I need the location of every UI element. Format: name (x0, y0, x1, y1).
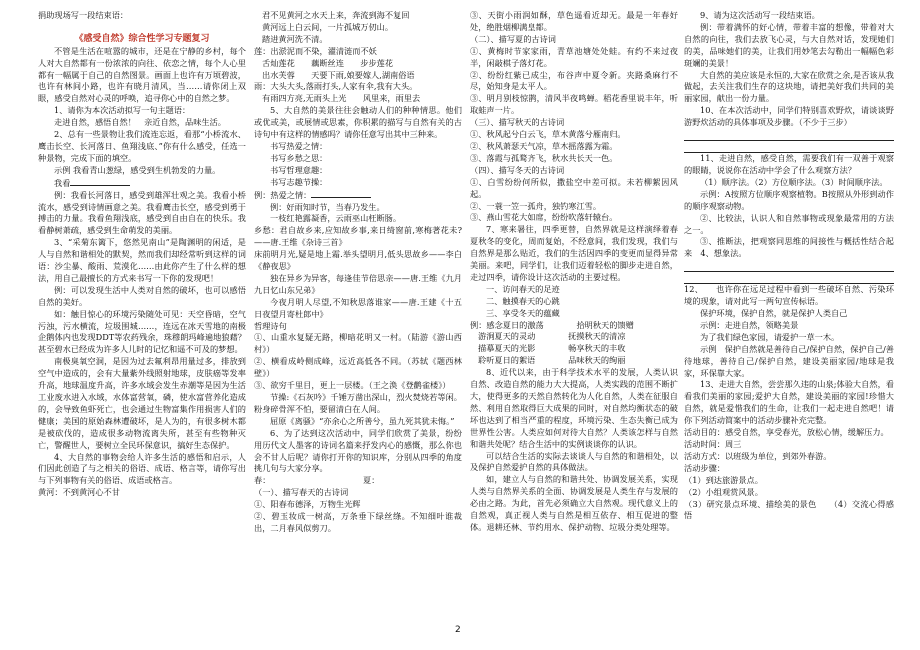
text-line: ①、阳春布德泽，万物生光辉 (254, 499, 361, 510)
answer-line[interactable] (684, 141, 894, 153)
text-line: ②、一蓑一笠一孤舟，独钓寒江雪。 (470, 200, 602, 211)
text-line: （一）、描写春天的古诗词 (254, 487, 349, 498)
fill-item: 书写哲理意趣： (270, 164, 328, 175)
fill-item: 书写乡愁之思： (270, 152, 328, 163)
section-title: 《感受自然》综合性学习专题复习 (74, 33, 210, 44)
paragraph: 如：触目惊心的环境污染随处可见：天空昏暗，空气污浊，污水横流，垃圾围城……，连远在冰天雪地的南极企鹅体内也发现DDT等农药残余，珠穆朗玛峰遍地狼藉？甚至碧水已经成为许多人儿时的记忆和遥不可及的梦想。 (38, 308, 246, 355)
text-line: 例：感念夏日的激荡 拾明秋天的馈赠 (470, 319, 634, 330)
text-line: ②、横看成岭侧成峰，远近高低各不同。（苏轼《题西林壁》） (254, 356, 462, 379)
example: 示例 我看青山葱绿，感受到生机勃发的力量。 (54, 164, 221, 175)
blank-line (38, 22, 246, 34)
question-10: 10、在本次活动中，同学们特别喜欢野炊，请谈谈野游野炊活动的具体事项及步骤。（不少于三步） (684, 105, 894, 128)
text-line: 捐助现场写一段结束语： (38, 10, 129, 20)
column-3 (470, 10, 678, 642)
fill-label: 例：热爱之情： (254, 189, 312, 200)
text-line: 三、享受冬天的蕴藏 (486, 307, 560, 318)
question-2: 2、总有一些景物让我们流连忘返，看那“小桥流水、鹰击长空、长河落日、鱼翔浅底、”你有什么感受，任选一种景物，完成下面的填空。 (38, 129, 246, 163)
page-number: 2 (455, 625, 461, 635)
text-line: ③、推断法，把观察同思维的间接性与概括性结合起来 4、想象法。 (684, 236, 894, 259)
text-line: 节操:《石灰吟》千锤万凿出深山，烈火焚烧若等闲。粉身碎骨浑不怕，要留清白在人间。 (254, 392, 462, 414)
text-line: （1）顺序法。（2）方位顺序法。（3）时间顺序法。 (700, 176, 888, 187)
text-line: 独在异乡为异客，每逢佳节倍思亲——唐.王维《九月九日忆山东兄弟》 (254, 272, 462, 295)
fill-prompt (38, 177, 246, 190)
text-line: 描摹夏天的光影 畅享秋天的丰收 (478, 343, 626, 354)
text-line: 舌灿莲花 藕断丝连 步步莲花 (262, 57, 394, 68)
fill-label[interactable]: 春： (254, 475, 271, 486)
text-line: ③、欲穷千里目，更上一层楼。（王之涣《登鹳雀楼》） (254, 380, 451, 391)
question-5: 5、大自然的美景往往会触动人们的种种情思。他们或优或美，或展情或思素，你积累的描写与自然有关的古诗句中有这样的情感吗？请你任意写出其中三种来。 (254, 105, 462, 140)
season-row (254, 475, 462, 487)
text-line: 床前明月光,疑是地上霜.举头望明月,低头思故乡——李白《静夜思》 (254, 249, 462, 272)
text-line: ③、天街小雨润如酥，草色遥看近却无。最是一年春好处，绝胜烟柳满皇都。 (470, 10, 678, 32)
text-line: （3）研究景点环境、描绘美的景色 （4）交流心得感悟 (684, 498, 894, 521)
question-3: 3、“采菊东篱下，悠然见南山”是陶渊明的闲适，是人与自然和谐相处的默契，然而我们却经常听到这样的词语：沙尘暴、酸雨、荒漠化……由此你产生了什么样的想法，用自己最擅长的方式来书写一下你的发现吧！ (38, 237, 246, 283)
text-line: 一枝红艳露凝香，云雨巫山枉断肠。 (270, 213, 402, 224)
text-line: （2）小组观赏风景。 (684, 486, 763, 497)
text-line: ①、山重水复疑无路，柳暗花明又一村。（陆游《游山西村》） (254, 332, 462, 355)
text-line: 有雨四方亮,无雨头上光 风里来，雨里去 (262, 93, 421, 104)
fill-label[interactable]: 夏： (363, 475, 380, 486)
text-line: ①、黄梅时节家家雨，青草池塘处处蛙。有约不来过夜半，闲敲棋子落灯花。 (470, 45, 678, 68)
paragraph: 可以结合生活的实际去谈谈人与自然的和谐相处，以及保护自然爱护自然的具体做法。 (470, 450, 678, 473)
text-line: 出水芙蓉 天要下雨,娘要嫁人,湖南俗语 (262, 69, 415, 80)
text-line: ②、纷纷红紫已成尘，布谷声中夏令新。夹路桑麻行不尽，始知身是太平人。 (470, 69, 678, 92)
text-line: ②、比较法，认识人和自然事物或现象最常用的方法之一。 (684, 212, 894, 235)
fill-item: 书写热爱之情： (270, 140, 328, 151)
text-line: ③、落霞与孤鹜齐飞，秋水共长天一色。 (470, 152, 618, 163)
question-11: 11、走进自然，感受自然，需要我们有一双善于观察的眼睛，说说你在活动中学会了什么观察方法？ (684, 153, 894, 175)
text-line: 示例 保护自然就是善待自己/保护自然，保护自己/善待地球，善待自己/保护自然，建设美丽家园/地球是我家，环保靠大家。 (684, 343, 894, 378)
text-line: （1）到达旅游景点。 (684, 474, 763, 485)
fill-prompt (254, 189, 462, 202)
text-line: 例：好雨知时节，当春乃发生。 (270, 201, 385, 212)
answer-1: 走进自然，感悟自然！ 亲近自然，品味生活。 (54, 117, 226, 128)
answer-3: 例：可以发现生活中人类对自然的破坏，也可以感悟自然的美好。 (38, 284, 246, 307)
text-line: （四）、描写冬天的古诗词 (470, 164, 565, 175)
paragraph: 不管是生活在喧嚣的城市，还是在宁静的乡村，每个人对大自然都有一份浓浓的向往、依恋之情，每个人心里都有一幅属于自己的自然图景。画面上也许有万顷碧波，也许有林间小路，也许有晓月清风，当……请你闭上双眼，感受自然对心灵的呼唤，追寻你心中的自然之梦。 (38, 45, 246, 104)
text-line: ③、明月别枝惊鹊，清风半夜鸣蝉。稻花香里说丰年，听取蛙声一片。 (470, 93, 678, 116)
question-6: 6、为了达到这次活动中，同学们欣赏了美景，纷纷用历代文人墨客的诗词名篇来抒发内心的感慨，那么你也会不甘人后呢？请你打开你的知识库，分别从四季的角度挑几句与大家分享。 (254, 427, 462, 474)
text-line: 黄河：不到黄河心不甘 (38, 487, 120, 498)
text-line: 哲理诗句 (254, 320, 287, 331)
paragraph: 大自然的美应该是永恒的,大家在欣赏之余,是否该从我做起，去关注我们生存的这块地，请把美好我们共同的美丽家园，献出一份力量。 (684, 69, 894, 104)
column-1 (38, 10, 246, 642)
text-line: ①、白雪纷纷何所似，撒盐空中差可拟。未若柳絮因风起。 (470, 176, 678, 199)
text-line: ②、秋风萧瑟天气凉，草木摇落露为霜。 (470, 140, 618, 151)
text-line: ②、碧玉妆成一树高，万条垂下绿丝绦。不知细叶谁裁出，二月春风似剪刀。 (254, 511, 462, 533)
text-line: 二、触摸春天的心跳 (486, 295, 560, 306)
question-4: 4、大自然的事物会给人许多生活的感悟和启示，人们因此创造了与之相关的俗语、成语、格言等，请你写出与下列事物有关的俗语、成语或格言。 (38, 451, 246, 486)
column-4 (684, 10, 894, 642)
text-line: 乡愁：君自故乡来,应知故乡事,来日绮窗前,寒梅著花未?——唐.王维《杂诗三首》 (254, 225, 462, 248)
text-line: ③、燕山雪花大如席，纷纷吹落轩辕台。 (470, 212, 618, 223)
paragraph: 南极臭氧空洞，是因为过去氟利昂用量过多，排放到空气中造成的，会有大量紫外线照射地球，皮肤癌等发率升高，地球温度升高，许多水域会发生赤潮等是因为生活工业废水进入水域，水体富营氧，磷，使水富营养化造成的，会导致鱼虾死亡，也会通过生物富集作用损害人们的健康；美国的原始森林遭破坏，是人为的，有很多树木都是被砍伐的，造成很多动物流离失所，甚至有些物种灭亡，警醒世人，要树立全民环保意识，搞好生态保护。 (38, 356, 246, 450)
text-line: （三）、描写秋天的古诗词 (470, 117, 565, 128)
text-line: 活动目的：感受自然，享受春光，放松心情，缓解压力。 (684, 427, 889, 438)
text-line: 游涧夏天的灵动 抚摸秋天的清凉 (478, 331, 626, 342)
answer-line[interactable] (684, 129, 894, 141)
fill-item: 书写志趣节操： (270, 176, 328, 187)
text-line: 为了我们绿色家园，请爱护一草一木。 (700, 331, 840, 342)
text-line: 聆听夏日的絮语 品味秋天的绚丽 (478, 355, 626, 366)
question-12: 12、 也许你在远足过程中看到一些破坏自然、污染环境的现象，请对此写一两句宣传标语。 (684, 284, 894, 307)
paragraph: 例：带着满怀的好心情，带着丰富的想像，带着对大自然的向往，我们去放飞心灵，与大自然对话，发现她们的美，品味她们的美，让我们用妙笔去勾勒出一幅幅色彩斑斓的美景！ (684, 21, 894, 68)
text-line: 一、访问春天的足迹 (486, 283, 560, 294)
text-line: 屈原《离骚》“亦余心之所善兮，虽九死其犹未悔。” (270, 415, 455, 426)
text-line: 活动方式：以班级为单位，到郊外春游。 (684, 450, 832, 461)
question-1: 1、请你为本次活动拟写一句主题语： (54, 105, 191, 116)
question-8: 8、近代以来，由于科学技术水平的发展，人类认识自然、改造自然的能力大大提高，人类实践的范围不断扩大，使得更多的天然自然转化为人化自然，人类在征服自然、利用自然取得巨大成果的同时，对自然均衡状态的破坏也达到了相当严重的程度，环境污染、生态失衡已成为世界性公害。人类应如何对待大自然？人类该怎样与自然和谐共处呢？结合生活中的实例谈谈你的认识。 (470, 367, 678, 449)
text-line: 示例：走进自然，领略美景 (700, 319, 799, 330)
fill-blank[interactable] (70, 177, 130, 186)
text-line: 活动步骤： (684, 462, 725, 473)
question-13: 13、走进大自然，尝尝那久违的山泉;体验大自然，看看我们美丽的家园;爱护大自然，建设美丽的家园!珍惜大自然，就是爱惜我们的生命，让我们一起走进自然吧！请你下列活动简案中的活动步骤补充完整。 (684, 379, 894, 426)
text-line: （二）、描写夏的古诗词 (470, 33, 556, 44)
text-line: 雨：大头大头,落雨打头,人家有伞,我有大头。 (254, 81, 418, 92)
fill-label: 我看 (54, 177, 71, 188)
question-7: 7、寒来暑往，四季更替，自然界就是这样演绎着春夏秋冬的变化，周而复始，不经意间，我们发现，我们与自然界是那么贴近，我们的生活因四季的变更而显得异常美丽。来吧，同学们，让我们迈着轻松的脚步走进自然，走过四季，请你设计这次活动的主要过程。 (470, 224, 678, 282)
text-line: 君不见黄河之水天上来，奔流到海不复回 (262, 10, 410, 20)
column-2 (254, 10, 462, 642)
text-line: 踏进黄河洗不清。 (262, 33, 328, 44)
text-line: 示例：A按照方位顺序观察植物。B按照从外形到动作的顺序观察动物。 (684, 188, 894, 211)
text-line: 今夜月明人尽望,不知秋思落谁家——唐.王建《十五日夜望月寄杜郎中》 (254, 296, 462, 319)
text-line: 保护环境，保护自然，就是保护人类自己 (700, 308, 848, 319)
answer-2: 例：我看长河落日，感受到雄浑壮观之美。我看小桥流水，感受到诗情画意之美。我看鹰击长空，感受到勇于搏击的力量。我看鱼翔浅底，感受到自由自在的快乐。我看静树萧疏，感受到生命萌发的美丽。 (38, 189, 246, 236)
text-line: 活动时间：周三 (684, 439, 742, 449)
text-line: ①、秋风起兮白云飞，草木黄落兮雁南归。 (470, 129, 626, 140)
text-line: 黄河远上白云间，一片孤城万仞山。 (262, 21, 394, 32)
text-line: 莲：出淤泥而不染，濯清涟而不妖 (254, 45, 377, 56)
answer-line[interactable] (684, 272, 894, 284)
fill-blank[interactable] (311, 189, 371, 198)
answer-line[interactable] (684, 260, 894, 272)
question-9: 9、请为这次活动写一段结束语。 (700, 10, 820, 20)
paragraph: 如，建立人与自然的和谐共处、协调发展关系，实现人类与自然界关系的全面、协调发展是人类生存与发展的必由之路。为此，首先必须确立大自然观。现代意义上的自然观，真正视人类与自然是相互依存、相互促进的整体。退耕还林、节约用水、保护动物、垃圾分类处理等。 (470, 474, 678, 532)
